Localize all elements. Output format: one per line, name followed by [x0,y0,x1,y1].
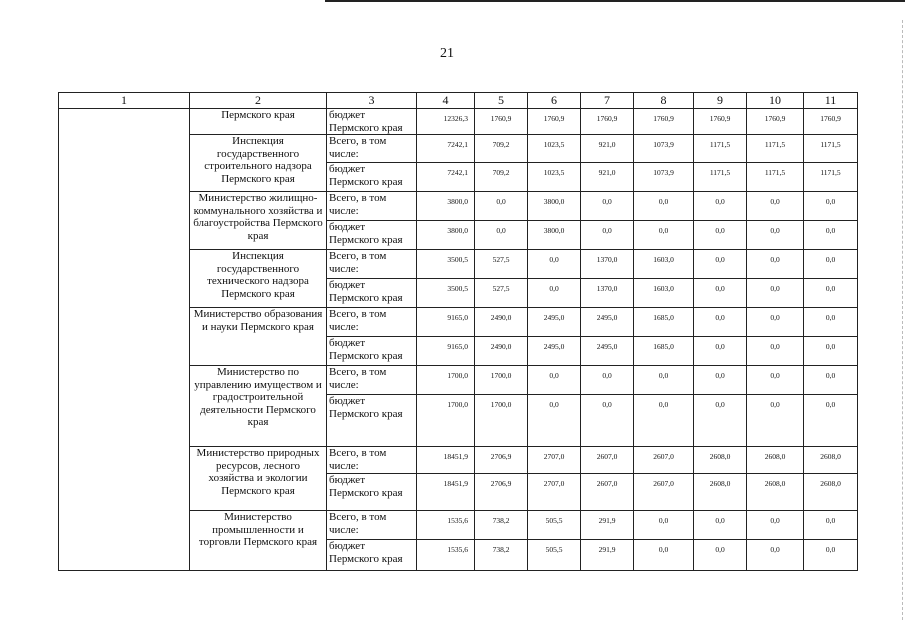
funding-kind: бюджет Пермского края [327,540,417,571]
value-cell: 2608,0 [747,447,804,474]
value-cell: 1603,0 [634,279,694,308]
value-cell: 2707,0 [528,474,581,511]
value-cell: 1760,9 [804,109,858,135]
value-cell: 2608,0 [694,447,747,474]
value-cell: 1760,9 [581,109,634,135]
funding-kind: бюджет Пермского края [327,337,417,366]
page-number: 21 [440,46,454,61]
value-cell: 0,0 [804,221,858,250]
value-cell: 1685,0 [634,337,694,366]
value-cell: 0,0 [694,221,747,250]
value-cell: 9165,0 [417,308,475,337]
col-header: 8 [634,93,694,109]
value-cell: 0,0 [747,540,804,571]
col-header: 5 [475,93,528,109]
value-cell: 2608,0 [804,474,858,511]
value-cell: 0,0 [634,511,694,540]
col-header: 3 [327,93,417,109]
value-cell: 2706,9 [475,447,528,474]
value-cell: 1023,5 [528,163,581,192]
value-cell: 1370,0 [581,279,634,308]
value-cell: 1023,5 [528,135,581,163]
value-cell: 0,0 [804,279,858,308]
value-cell: 0,0 [804,366,858,395]
funding-kind: бюджет Пермского края [327,279,417,308]
value-cell: 1603,0 [634,250,694,279]
value-cell: 1760,9 [634,109,694,135]
funding-kind: Всего, в том числе: [327,250,417,279]
funding-kind: Всего, в том числе: [327,447,417,474]
org-name: Инспекция государственного строительного надзора Пермского края [190,135,327,192]
value-cell: 291,9 [581,540,634,571]
value-cell: 0,0 [804,540,858,571]
value-cell: 921,0 [581,135,634,163]
value-cell: 738,2 [475,540,528,571]
value-cell: 0,0 [528,366,581,395]
value-cell: 0,0 [694,366,747,395]
org-name: Министерство образования и науки Пермского края [190,308,327,366]
page-top-rule [325,0,905,2]
funding-kind: Всего, в том числе: [327,511,417,540]
value-cell: 2495,0 [528,308,581,337]
value-cell: 2608,0 [747,474,804,511]
funding-kind: бюджет Пермского края [327,474,417,511]
value-cell: 0,0 [747,192,804,221]
value-cell: 0,0 [694,308,747,337]
col-header: 7 [581,93,634,109]
page-edge [901,20,903,620]
org-name: Министерство жилищно-коммунального хозяйства и благоустройства Пермского края [190,192,327,250]
org-name: Министерство природных ресурсов, лесного хозяйства и экологии Пермского края [190,447,327,511]
value-cell: 1171,5 [804,135,858,163]
col-header: 1 [59,93,190,109]
table-body [59,93,858,571]
value-cell: 505,5 [528,540,581,571]
value-cell: 0,0 [634,192,694,221]
col-header: 10 [747,93,804,109]
value-cell: 0,0 [634,366,694,395]
value-cell: 1700,0 [417,366,475,395]
value-cell: 0,0 [581,221,634,250]
value-cell: 2495,0 [581,337,634,366]
org-name: Министерство по управлению имуществом и градостроительной деятельности Пермского края [190,366,327,447]
value-cell: 1171,5 [694,135,747,163]
funding-kind: бюджет Пермского края [327,395,417,447]
value-cell: 1073,9 [634,163,694,192]
value-cell: 0,0 [747,395,804,447]
value-cell: 0,0 [747,366,804,395]
value-cell: 0,0 [694,250,747,279]
value-cell: 2490,0 [475,337,528,366]
value-cell: 1700,0 [475,366,528,395]
org-name: Пермского края [190,109,327,135]
value-cell: 527,5 [475,279,528,308]
value-cell: 2706,9 [475,474,528,511]
col-header: 4 [417,93,475,109]
value-cell: 0,0 [747,511,804,540]
value-cell: 921,0 [581,163,634,192]
value-cell: 2707,0 [528,447,581,474]
value-cell: 9165,0 [417,337,475,366]
value-cell: 3800,0 [417,221,475,250]
value-cell: 1171,5 [804,163,858,192]
value-cell: 0,0 [804,250,858,279]
value-cell: 3800,0 [528,192,581,221]
value-cell: 1073,9 [634,135,694,163]
value-cell: 1700,0 [475,395,528,447]
funding-kind: бюджет Пермского края [327,163,417,192]
value-cell: 0,0 [747,279,804,308]
value-cell: 0,0 [634,540,694,571]
value-cell: 1171,5 [694,163,747,192]
funding-kind: бюджет Пермского края [327,109,417,135]
empty-col1-cell [59,109,190,571]
header-row [59,93,858,109]
value-cell: 738,2 [475,511,528,540]
value-cell: 7242,1 [417,135,475,163]
value-cell: 2495,0 [528,337,581,366]
value-cell: 527,5 [475,250,528,279]
value-cell: 0,0 [528,395,581,447]
funding-kind: Всего, в том числе: [327,308,417,337]
value-cell: 0,0 [528,279,581,308]
value-cell: 18451,9 [417,474,475,511]
value-cell: 1685,0 [634,308,694,337]
value-cell: 2608,0 [804,447,858,474]
value-cell: 0,0 [747,308,804,337]
value-cell: 3800,0 [417,192,475,221]
value-cell: 1535,6 [417,540,475,571]
value-cell: 0,0 [634,221,694,250]
value-cell: 2607,0 [581,447,634,474]
value-cell: 0,0 [694,192,747,221]
value-cell: 0,0 [634,395,694,447]
value-cell: 2608,0 [694,474,747,511]
value-cell: 2490,0 [475,308,528,337]
value-cell: 0,0 [804,308,858,337]
col-header: 11 [804,93,858,109]
value-cell: 1171,5 [747,163,804,192]
value-cell: 2607,0 [581,474,634,511]
value-cell: 1535,6 [417,511,475,540]
value-cell: 1760,9 [475,109,528,135]
value-cell: 2607,0 [634,447,694,474]
value-cell: 0,0 [747,221,804,250]
value-cell: 709,2 [475,163,528,192]
value-cell: 0,0 [581,366,634,395]
value-cell: 7242,1 [417,163,475,192]
value-cell: 3800,0 [528,221,581,250]
value-cell: 0,0 [694,540,747,571]
value-cell: 1700,0 [417,395,475,447]
funding-kind: Всего, в том числе: [327,135,417,163]
value-cell: 0,0 [694,279,747,308]
value-cell: 0,0 [694,395,747,447]
value-cell: 0,0 [581,192,634,221]
value-cell: 1760,9 [694,109,747,135]
value-cell: 0,0 [804,511,858,540]
funding-kind: бюджет Пермского края [327,221,417,250]
value-cell: 0,0 [747,337,804,366]
budget-table [58,92,858,571]
value-cell: 3500,5 [417,250,475,279]
value-cell: 2607,0 [634,474,694,511]
value-cell: 2495,0 [581,308,634,337]
value-cell: 0,0 [694,511,747,540]
value-cell: 291,9 [581,511,634,540]
col-header: 6 [528,93,581,109]
value-cell: 18451,9 [417,447,475,474]
value-cell: 12326,3 [417,109,475,135]
value-cell: 0,0 [528,250,581,279]
value-cell: 1760,9 [747,109,804,135]
funding-kind: Всего, в том числе: [327,366,417,395]
col-header: 2 [190,93,327,109]
funding-kind: Всего, в том числе: [327,192,417,221]
org-name: Инспекция государственного технического надзора Пермского края [190,250,327,308]
value-cell: 0,0 [804,337,858,366]
col-header: 9 [694,93,747,109]
value-cell: 0,0 [747,250,804,279]
value-cell: 1370,0 [581,250,634,279]
value-cell: 709,2 [475,135,528,163]
value-cell: 0,0 [804,395,858,447]
value-cell: 1760,9 [528,109,581,135]
value-cell: 505,5 [528,511,581,540]
value-cell: 0,0 [694,337,747,366]
value-cell: 1171,5 [747,135,804,163]
value-cell: 0,0 [804,192,858,221]
value-cell: 0,0 [581,395,634,447]
org-name: Министерство промышленности и торговли Пермского края [190,511,327,571]
table-row [59,109,858,135]
value-cell: 0,0 [475,221,528,250]
value-cell: 0,0 [475,192,528,221]
value-cell: 3500,5 [417,279,475,308]
